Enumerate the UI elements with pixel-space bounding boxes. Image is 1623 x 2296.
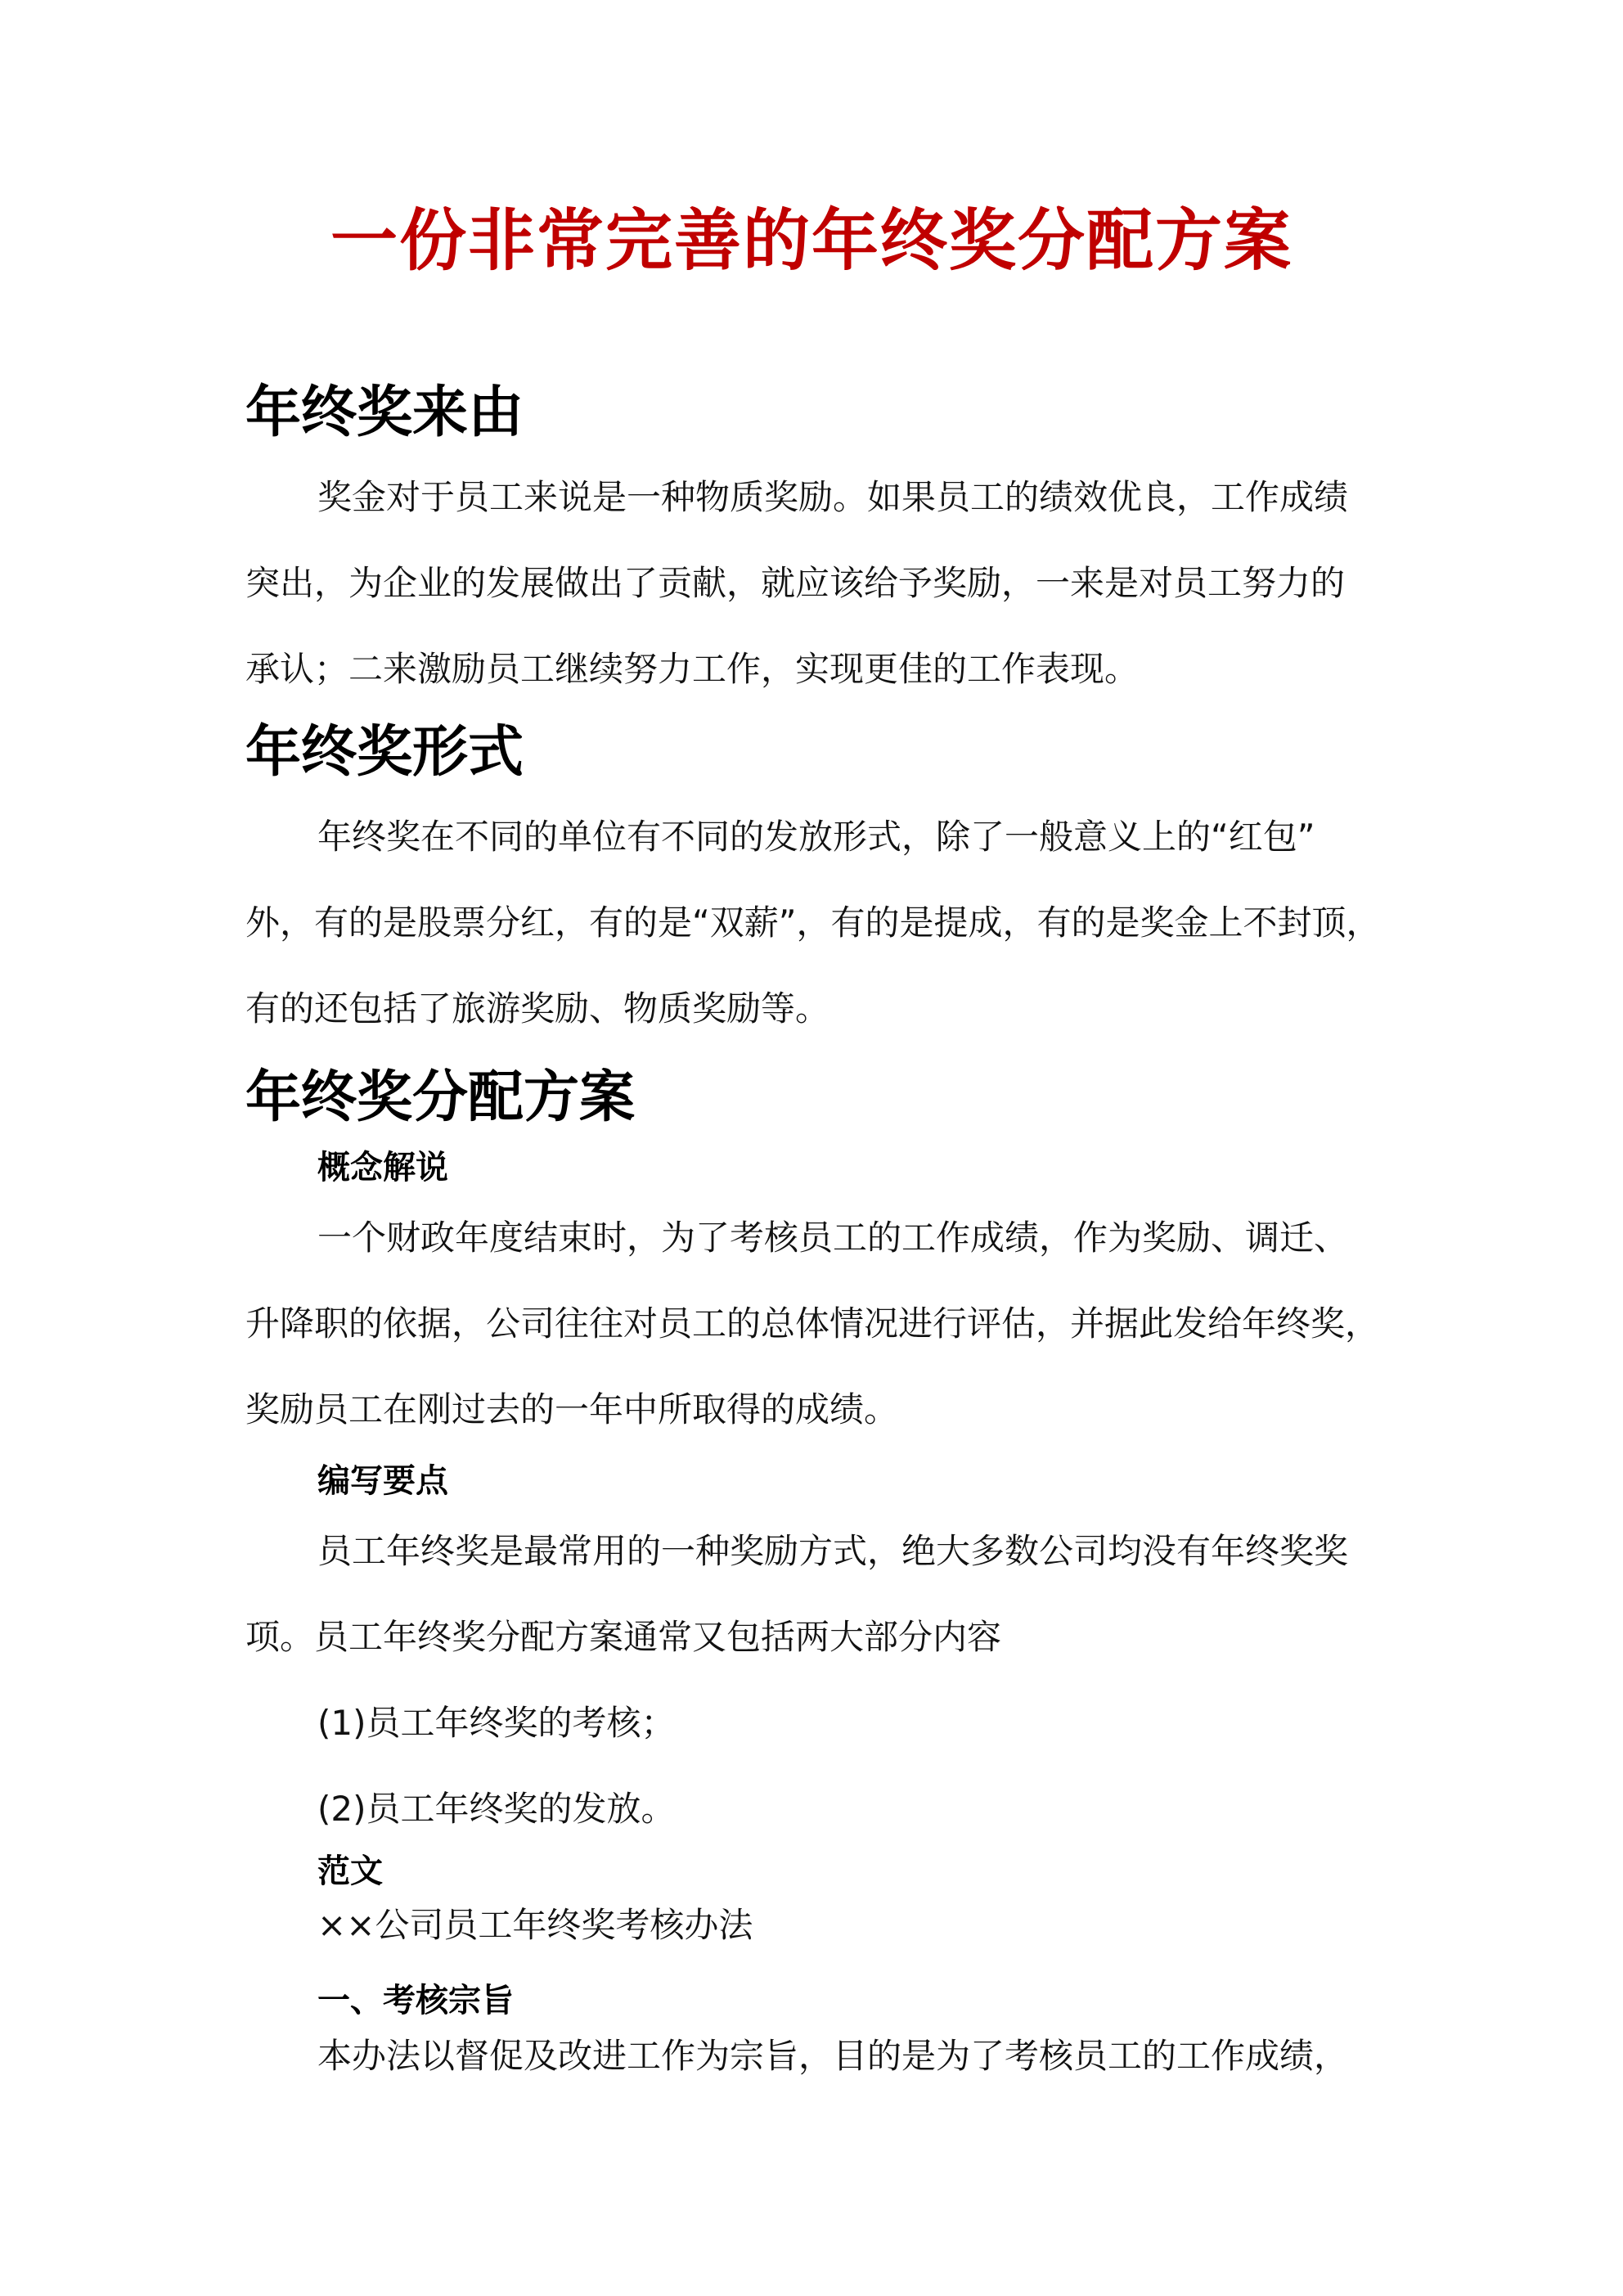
- sample-doc-title: ××公司员工年终奖考核办法: [317, 1905, 753, 1945]
- paragraph-line: 外，有的是股票分红，有的是“双薪”，有的是提成，有的是奖金上不封顶，: [245, 903, 1381, 943]
- document-title: 一份非常完善的年终奖分配方案: [330, 202, 1293, 280]
- paragraph-line: 奖励员工在刚过去的一年中所取得的成绩。: [245, 1389, 899, 1429]
- list-item: (2)员工年终奖的发放。: [317, 1789, 676, 1829]
- section-form-paragraph: [245, 794, 1391, 1051]
- paragraph-line: 升降职的依据，公司往往对员工的总体情况进行评估，并据此发给年终奖，: [245, 1303, 1380, 1344]
- section-origin-paragraph: [245, 454, 1391, 712]
- sample-subheading-purpose: 一、考核宗旨: [317, 1982, 514, 2019]
- paragraph-line: 有的还包括了旅游奖励、物质奖励等。: [245, 988, 830, 1029]
- paragraph-line: 承认；二来激励员工继续努力工作，实现更佳的工作表现。: [245, 649, 1140, 689]
- paragraph-line: 员工年终奖是最常用的一种奖励方式，绝大多数公司均没有年终奖奖: [317, 1531, 1349, 1571]
- paragraph-line: 突出，为企业的发展做出了贡献，就应该给予奖励，一来是对员工努力的: [245, 563, 1346, 603]
- sample-paragraph-line: 本办法以督促及改进工作为宗旨，目的是为了考核员工的工作成绩，: [317, 2036, 1349, 2076]
- paragraph-line: 奖金对于员工来说是一种物质奖励。如果员工的绩效优良，工作成绩: [317, 477, 1349, 517]
- section-heading-origin: 年终奖来由: [245, 380, 524, 445]
- subheading-sample: 范文: [317, 1853, 383, 1890]
- section-heading-plan: 年终奖分配方案: [245, 1065, 636, 1130]
- paragraph-line: 项。员工年终奖分配方案通常又包括两大部分内容: [245, 1617, 1002, 1657]
- concept-paragraph: [245, 1195, 1391, 1452]
- section-heading-form: 年终奖形式: [245, 720, 524, 785]
- subheading-writing: 编写要点: [317, 1462, 448, 1500]
- subheading-concept: 概念解说: [317, 1149, 448, 1186]
- writing-paragraph: [245, 1508, 1391, 1852]
- list-item: (1)员工年终奖的考核；: [317, 1703, 676, 1743]
- paragraph-line: 一个财政年度结束时，为了考核员工的工作成绩，作为奖励、调迁、: [317, 1218, 1349, 1258]
- paragraph-line: 年终奖在不同的单位有不同的发放形式，除了一般意义上的“红包”: [317, 817, 1315, 857]
